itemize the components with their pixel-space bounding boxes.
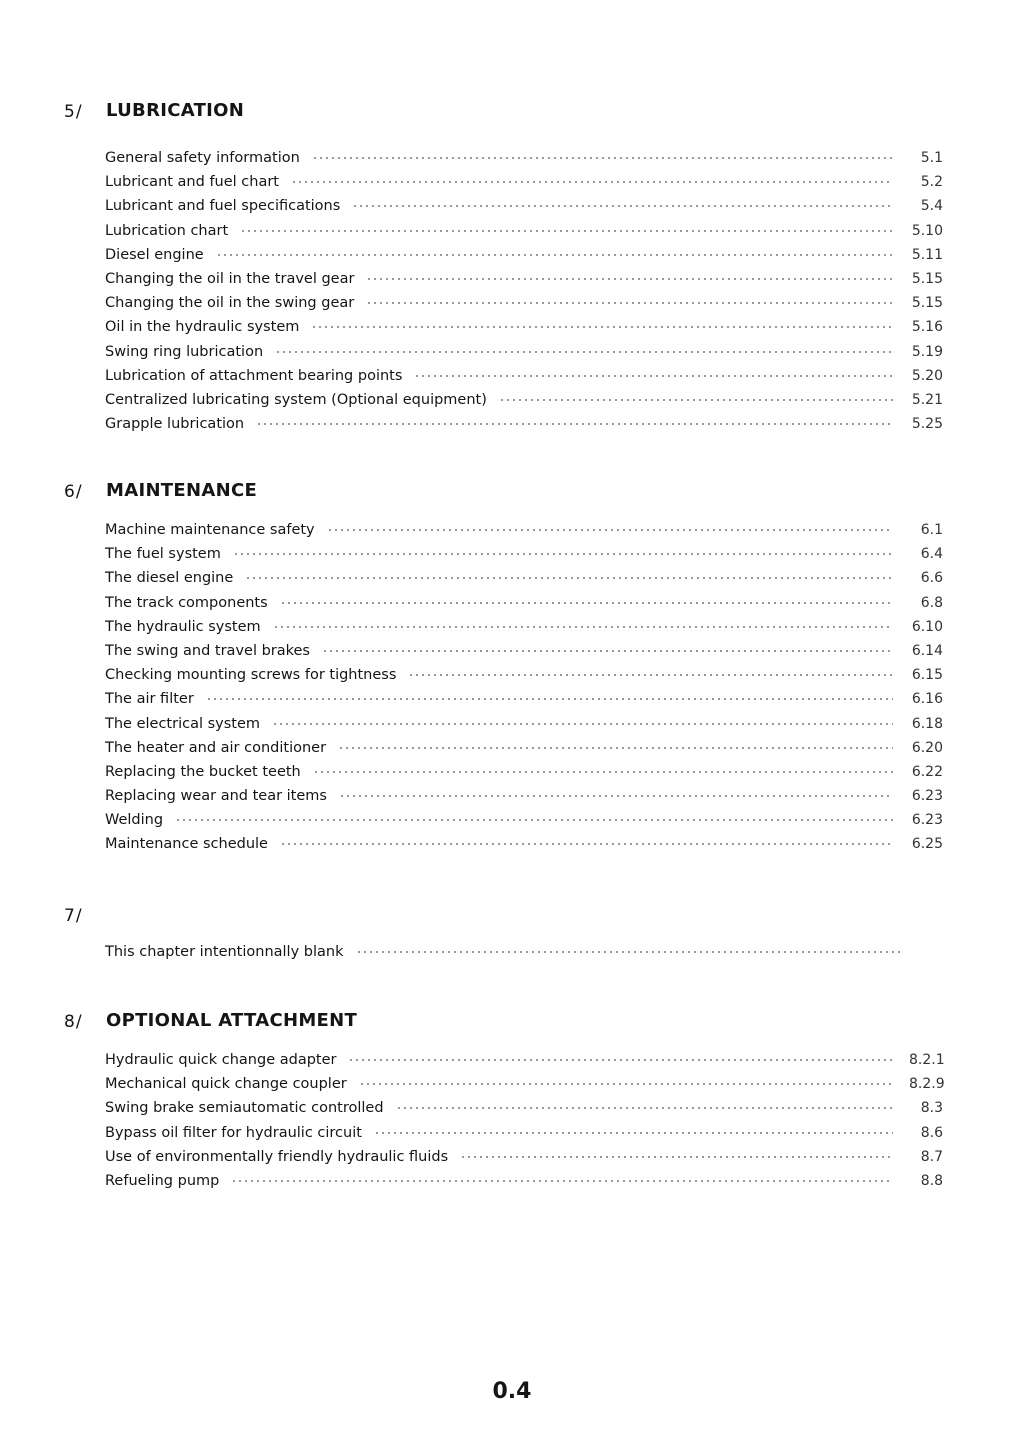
- toc-entry-label: Diesel engine: [105, 246, 204, 263]
- toc-entry[interactable]: [105, 1076, 943, 1100]
- toc-entry-label: The hydraulic system: [105, 618, 261, 635]
- toc-entry-page: 8.3: [920, 1100, 943, 1117]
- toc-entry-label: The fuel system: [105, 546, 221, 563]
- toc-entry[interactable]: [105, 344, 943, 368]
- section-optional-attachment: [0, 1010, 1024, 1189]
- toc-entry-page: 8.2.9: [909, 1076, 945, 1093]
- toc-entry-page: 6.23: [911, 788, 943, 805]
- dot-leader: [414, 374, 893, 378]
- toc-entry[interactable]: [105, 223, 943, 247]
- toc-entry-label: Lubricant and fuel chart: [105, 174, 279, 191]
- toc-entry-label: Refueling pump: [105, 1172, 220, 1189]
- toc-entry[interactable]: [105, 271, 943, 295]
- section-7: [0, 906, 1024, 960]
- toc-entry-page: 5.1: [920, 150, 943, 166]
- toc-entry-page: 6.18: [911, 715, 943, 732]
- toc-entry-page: 6.6: [920, 570, 943, 587]
- dot-leader: [175, 818, 893, 822]
- dot-leader: [216, 253, 893, 257]
- toc-entry-label: Bypass oil filter for hydraulic circuit: [105, 1124, 362, 1141]
- toc-entry-label: Checking mounting screws for tightness: [105, 667, 397, 684]
- section-lubrication: [0, 100, 1024, 433]
- dot-leader: [338, 746, 893, 750]
- section-number: 5/: [64, 102, 83, 122]
- section-title: LUBRICATION: [106, 100, 245, 121]
- toc-entry-label: Replacing the bucket teeth: [105, 763, 301, 780]
- toc-entry-label: Welding: [105, 812, 164, 829]
- toc-list: [105, 1052, 943, 1197]
- section-maintenance: [0, 480, 1024, 853]
- toc-entry[interactable]: [105, 570, 943, 594]
- toc-entry-label: Changing the oil in the travel gear: [105, 270, 355, 287]
- toc-entry-page: 8.8: [920, 1172, 943, 1189]
- dot-leader: [231, 1179, 893, 1183]
- toc-entry-page: 5.16: [911, 319, 943, 336]
- section-heading: [0, 482, 1024, 512]
- dot-leader: [352, 204, 893, 208]
- toc-entry-page: 8.7: [920, 1148, 943, 1165]
- toc-entry-label: Replacing wear and tear items: [105, 788, 327, 805]
- dot-leader: [280, 601, 893, 605]
- dot-leader: [233, 552, 893, 556]
- dot-leader: [366, 277, 893, 281]
- toc-entry-page: 6.20: [911, 739, 943, 756]
- toc-entry-page: 6.25: [911, 836, 943, 853]
- section-heading: [0, 102, 1024, 132]
- toc-entry[interactable]: [105, 150, 943, 174]
- toc-entry-label: Lubrication chart: [105, 222, 229, 239]
- dot-leader: [291, 180, 893, 184]
- toc-entry-label: Centralized lubricating system (Optional equipment): [105, 391, 487, 408]
- dot-leader: [356, 950, 902, 954]
- section-heading: [0, 906, 1024, 936]
- toc-entry[interactable]: [105, 247, 943, 271]
- toc-entry-page: 5.2: [920, 174, 943, 191]
- toc-entry[interactable]: [105, 716, 943, 740]
- toc-entry-label: General safety information: [105, 150, 300, 166]
- toc-entry-page: 6.22: [911, 763, 943, 780]
- dot-leader: [396, 1106, 893, 1110]
- dot-leader: [273, 625, 893, 629]
- toc-entry-label: The heater and air conditioner: [105, 739, 327, 756]
- toc-entry-label: Machine maintenance safety: [105, 522, 315, 538]
- dot-leader: [366, 301, 893, 305]
- dot-leader: [275, 350, 893, 354]
- dot-leader: [311, 325, 893, 329]
- toc-list: [105, 522, 943, 861]
- dot-leader: [272, 722, 893, 726]
- toc-entry-page: 6.15: [911, 667, 943, 684]
- toc-entry-page: 5.15: [911, 270, 943, 287]
- toc-entry-label: Oil in the hydraulic system: [105, 319, 300, 336]
- toc-entry[interactable]: [105, 788, 943, 812]
- toc-entry[interactable]: [105, 546, 943, 570]
- toc-entry[interactable]: [105, 836, 943, 860]
- toc-entry[interactable]: [105, 764, 943, 788]
- toc-entry-label: Grapple lubrication: [105, 416, 245, 433]
- toc-entry-page: 5.19: [911, 343, 943, 360]
- toc-entry[interactable]: [105, 174, 943, 198]
- dot-leader: [374, 1131, 893, 1135]
- dot-leader: [322, 649, 893, 653]
- toc-entry-label: This chapter intentionnally blank: [105, 944, 344, 960]
- dot-leader: [359, 1082, 893, 1086]
- toc-entry[interactable]: [105, 522, 943, 546]
- dot-leader: [206, 697, 893, 701]
- toc-entry[interactable]: [105, 812, 943, 836]
- dot-leader: [312, 156, 893, 160]
- toc-entry[interactable]: [105, 595, 943, 619]
- toc-entry[interactable]: [105, 1052, 943, 1076]
- dot-leader: [348, 1058, 893, 1062]
- page-number: 0.4: [492, 1379, 532, 1404]
- dot-leader: [256, 422, 893, 426]
- toc-entry-page: 5.15: [911, 295, 943, 312]
- section-title: OPTIONAL ATTACHMENT: [106, 1010, 358, 1031]
- toc-entry-label: The swing and travel brakes: [105, 642, 310, 659]
- toc-entry[interactable]: [105, 319, 943, 343]
- dot-leader: [240, 229, 893, 233]
- dot-leader: [339, 794, 893, 798]
- toc-entry-page: 6.16: [911, 691, 943, 708]
- toc-entry-page: 6.4: [920, 546, 943, 563]
- toc-entry-label: Swing brake semiautomatic controlled: [105, 1100, 384, 1117]
- toc-entry-label: The track components: [105, 594, 268, 611]
- toc-entry[interactable]: [105, 643, 943, 667]
- toc-entry-label: The air filter: [105, 691, 194, 708]
- dot-leader: [327, 528, 893, 532]
- dot-leader: [313, 770, 893, 774]
- toc-entry-page: 6.1: [920, 522, 943, 538]
- toc-entry-page: 6.8: [920, 594, 943, 611]
- dot-leader: [245, 576, 893, 580]
- toc-entry[interactable]: [105, 1100, 943, 1124]
- toc-entry-page: 5.10: [911, 222, 943, 239]
- toc-entry-page: 5.4: [920, 198, 943, 215]
- toc-entry-label: Lubricant and fuel specifications: [105, 198, 341, 215]
- toc-entry-label: Mechanical quick change coupler: [105, 1076, 347, 1093]
- toc-entry-page: 5.25: [911, 416, 943, 433]
- toc-entry-label: Lubrication of attachment bearing points: [105, 367, 403, 384]
- toc-entry-page: 6.14: [911, 642, 943, 659]
- toc-entry[interactable]: [105, 416, 943, 440]
- dot-leader: [408, 673, 893, 677]
- toc-entry[interactable]: [105, 667, 943, 691]
- section-number: 6/: [64, 482, 83, 502]
- dot-leader: [499, 398, 893, 402]
- section-number: 8/: [64, 1012, 83, 1032]
- toc-entry[interactable]: [105, 1125, 943, 1149]
- section-title: MAINTENANCE: [106, 480, 258, 501]
- toc-entry-page: 6.23: [911, 812, 943, 829]
- toc-entry[interactable]: [105, 944, 923, 968]
- dot-leader: [280, 842, 893, 846]
- toc-entry[interactable]: [105, 1173, 943, 1197]
- toc-entry-label: The electrical system: [105, 715, 261, 732]
- section-number: 7/: [64, 906, 83, 926]
- toc-entry-page: 8.2.1: [909, 1052, 945, 1068]
- toc-entry-label: The diesel engine: [105, 570, 234, 587]
- toc-entry[interactable]: [105, 392, 943, 416]
- toc-entry-label: Changing the oil in the swing gear: [105, 295, 355, 312]
- toc-entry-page: 5.20: [911, 367, 943, 384]
- toc-entry-page: 5.21: [911, 391, 943, 408]
- toc-entry[interactable]: [105, 740, 943, 764]
- toc-entry[interactable]: [105, 198, 943, 222]
- toc-entry[interactable]: [105, 1149, 943, 1173]
- toc-entry[interactable]: [105, 295, 943, 319]
- toc-entry-label: Use of environmentally friendly hydraulic fluids: [105, 1148, 449, 1165]
- toc-list: [105, 944, 923, 968]
- toc-list: [105, 150, 943, 440]
- toc-entry-page: 8.6: [920, 1124, 943, 1141]
- toc-entry-page: 5.11: [911, 246, 943, 263]
- dot-leader: [460, 1155, 893, 1159]
- toc-entry-label: Maintenance schedule: [105, 836, 268, 853]
- toc-entry-label: Swing ring lubrication: [105, 343, 264, 360]
- toc-entry-label: Hydraulic quick change adapter: [105, 1052, 337, 1068]
- toc-entry[interactable]: [105, 619, 943, 643]
- section-heading: [0, 1012, 1024, 1042]
- toc-entry[interactable]: [105, 691, 943, 715]
- toc-entry[interactable]: [105, 368, 943, 392]
- toc-entry-page: 6.10: [911, 618, 943, 635]
